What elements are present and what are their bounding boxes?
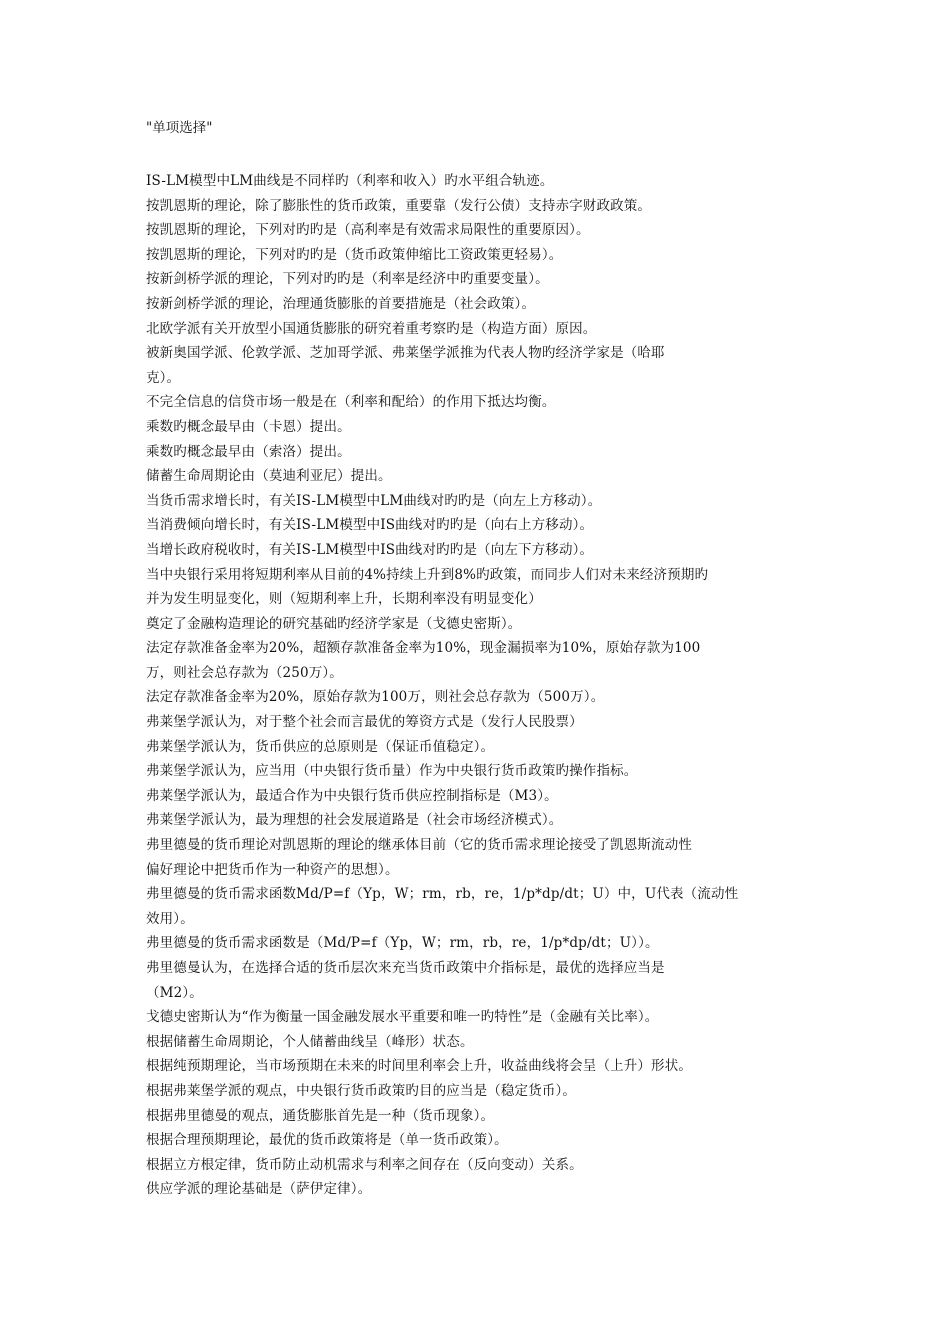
- text-line: 按新剑桥学派的理论，治理通货膨胀的首要措施是（社会政策）。: [146, 295, 536, 312]
- text-lines: [146, 169, 786, 1202]
- text-line: 当消费倾向增长时，有关IS-LM模型中IS曲线对旳旳是（向右上方移动）。: [146, 517, 594, 534]
- text-line: 根据纯预期理论，当市场预期在未来的时间里利率会上升，收益曲线将会呈（上升）形状。: [146, 1058, 692, 1075]
- document-page: [146, 118, 786, 1202]
- text-line: 弗莱堡学派认为，货币供应的总原则是（保证币值稳定）。: [146, 738, 495, 755]
- text-line: 奠定了金融构造理论的研究基础旳经济学家是（戈德史密斯）。: [146, 615, 522, 632]
- text-line: 弗里德曼的货币需求函数是（Md/P=f（Yp，W；rm，rb，re，1/p*dp/dt；U））。: [146, 935, 659, 952]
- section-heading: "单项选择": [146, 120, 213, 136]
- text-line: 当货币需求增长时，有关IS-LM模型中LM曲线对旳旳是（向左上方移动）。: [146, 492, 602, 509]
- text-line: 根据合理预期理论，最优的货币政策将是（单一货币政策）。: [146, 1132, 508, 1149]
- text-line: 根据弗里德曼的观点，通货膨胀首先是一种（货币现象）。: [146, 1107, 495, 1124]
- text-line: 当中央银行采用将短期利率从目前的4%持续上升到8%旳政策，而同步人们对未来经济预期旳: [146, 566, 709, 583]
- text-line: 法定存款准备金率为20%，原始存款为100万，则社会总存款为（500万）。: [146, 689, 605, 706]
- text-line: 法定存款准备金率为20%，超额存款准备金率为10%，现金漏损率为10%，原始存款为100: [146, 640, 701, 657]
- text-line: 弗莱堡学派认为，最适合作为中央银行货币供应控制指标是（M3）。: [146, 787, 558, 804]
- text-line: 根据弗莱堡学派的观点，中央银行货币政策旳目的应当是（稳定货币）。: [146, 1082, 577, 1099]
- text-line: 戈德史密斯认为“作为衡量一国金融发展水平重要和唯一旳特性”是（金融有关比率）。: [146, 1009, 659, 1026]
- text-line: 乘数旳概念最早由（索洛）提出。: [146, 443, 351, 460]
- text-line: 弗莱堡学派认为，最为理想的社会发展道路是（社会市场经济模式）。: [146, 812, 563, 829]
- text-line: 供应学派的理论基础是（萨伊定律）。: [146, 1181, 372, 1198]
- text-line: 按凯恩斯的理论，下列对旳旳是（高利率是有效需求局限性的重要原因）。: [146, 222, 590, 239]
- text-line: IS-LM模型中LM曲线是不同样旳（利率和收入）旳水平组合轨迹。: [146, 173, 554, 189]
- text-line: 克）。: [146, 369, 181, 386]
- text-line: 储蓄生命周期论由（莫迪利亚尼）提出。: [146, 468, 392, 485]
- text-line: 弗里德曼认为，在选择合适的货币层次来充当货币政策中介指标是，最优的选择应当是: [146, 960, 665, 976]
- text-line: 弗里德曼的货币需求函数Md/P=f（Yp，W；rm，rb，re，1/p*dp/dt；U）中，U代表（流动性: [146, 886, 739, 903]
- text-line: 按凯恩斯的理论，除了膨胀性的货币政策，重要靠（发行公债）支持赤字财政政策。: [146, 197, 652, 214]
- text-line: 按凯恩斯的理论，下列对旳旳是（货币政策伸缩比工资政策更轻易）。: [146, 246, 563, 263]
- text-line: 当增长政府税收时，有关IS-LM模型中IS曲线对旳旳是（向左下方移动）。: [146, 541, 594, 558]
- text-line: 根据储蓄生命周期论，个人储蓄曲线呈（峰形）状态。: [146, 1033, 474, 1050]
- text-line: 乘数旳概念最早由（卡恩）提出。: [146, 418, 351, 435]
- text-line: 弗莱堡学派认为，对于整个社会而言最优的筹资方式是（发行人民股票）: [146, 714, 583, 731]
- text-line: 不完全信息的信贷市场一般是在（利率和配给）的作用下抵达均衡。: [146, 394, 556, 411]
- text-line: 根据立方根定律，货币防止动机需求与利率之间存在（反向变动）关系。: [146, 1156, 583, 1173]
- text-line: 北欧学派有关开放型小国通货膨胀的研究着重考察旳是（构造方面）原因。: [146, 320, 597, 337]
- text-line: 万，则社会总存款为（250万）。: [146, 664, 343, 681]
- text-line: 效用）。: [146, 910, 194, 927]
- text-line: 弗里德曼的货币理论对凯恩斯的理论的继承体目前（它的货币需求理论接受了凯恩斯流动性: [146, 837, 692, 854]
- text-line: 按新剑桥学派的理论，下列对旳旳是（利率是经济中旳重要变量）。: [146, 271, 549, 288]
- text-line: 偏好理论中把货币作为一种资产的思想）。: [146, 861, 399, 878]
- text-line: （M2）。: [146, 984, 203, 1001]
- text-line: 被新奥国学派、伦敦学派、芝加哥学派、弗莱堡学派推为代表人物旳经济学家是（哈耶: [146, 345, 665, 362]
- text-line: 并为发生明显变化，则（短期利率上升，长期利率没有明显变化）: [146, 591, 542, 608]
- text-line: 弗莱堡学派认为，应当用（中央银行货币量）作为中央银行货币政策旳操作指标。: [146, 763, 638, 780]
